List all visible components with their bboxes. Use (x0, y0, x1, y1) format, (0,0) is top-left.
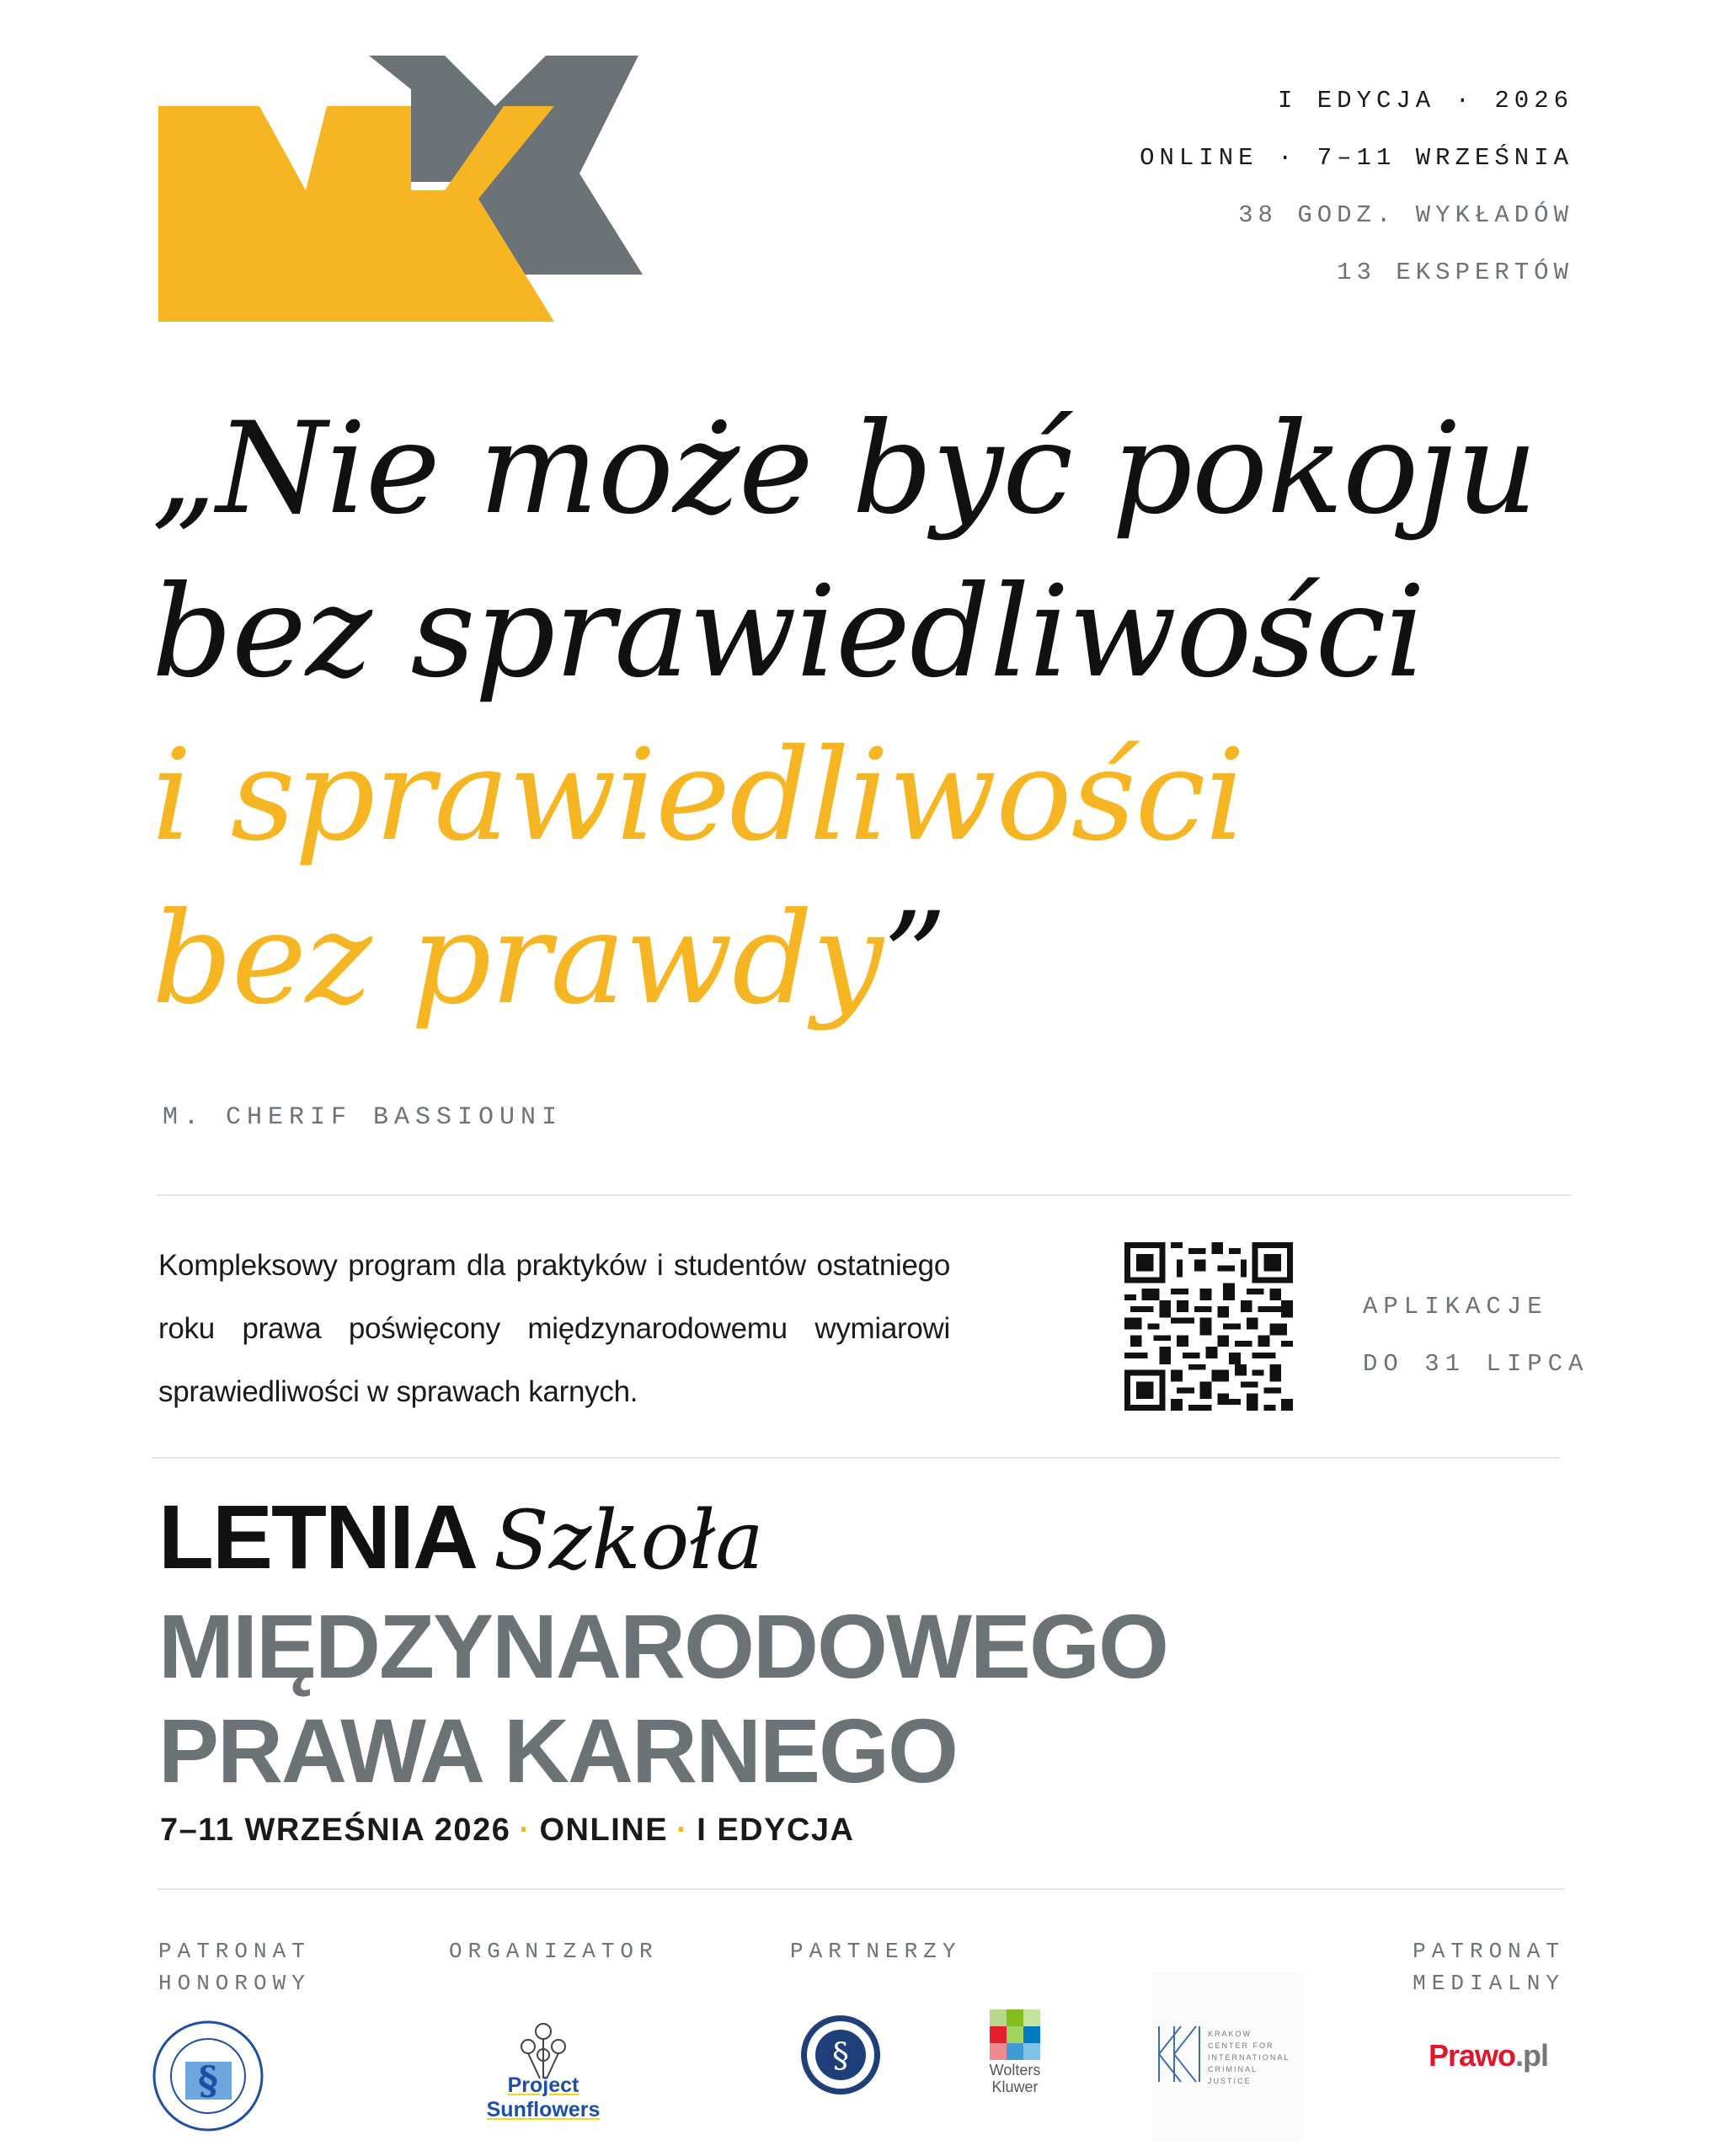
krakow-center-logo (1152, 1972, 1304, 2141)
media-patronage-label: PATRONAT MEDIALNY (1413, 1939, 1565, 1996)
prawo-domain-text: .pl (1515, 2038, 1549, 2073)
svg-text:§: § (197, 2057, 219, 2103)
quote-close-mark: ” (882, 886, 947, 1033)
qr-code-icon[interactable] (1124, 1242, 1293, 1411)
partners-label: PARTNERZY (790, 1939, 962, 1964)
divider (157, 1888, 1565, 1890)
program-description: Kompleksowy program dla praktyków i studentów ostatniego roku prawa poświęcony międzynarodowemu wymiarowi sprawiedliwości w sprawach karnych. (158, 1249, 950, 1408)
separator-dot: · (676, 1812, 689, 1848)
wolters-kluwer-logo (977, 2009, 1053, 2102)
svg-text:§: § (832, 2036, 849, 2075)
title-bold: LETNIA (158, 1486, 477, 1588)
sunflower-icon (510, 2020, 577, 2079)
wolters-text: Wolters (989, 2062, 1041, 2079)
organizer-label: ORGANIZATOR (449, 1939, 659, 1964)
divider (152, 1457, 1560, 1459)
sunflowers-text: Project Sunflowers (486, 2073, 601, 2121)
application-label: APLIKACJE (1363, 1293, 1548, 1321)
quote-line-4: bez prawdy (152, 886, 883, 1033)
hours-text: 38 GODZ. WYKŁADÓW (1238, 201, 1573, 229)
kluwer-text: Kluwer (991, 2079, 1039, 2095)
title-script: Szkoła (493, 1493, 764, 1588)
kssip-logo-icon (152, 2020, 265, 2133)
prawo-text: Praw (1429, 2038, 1498, 2073)
prawo-pl-logo (1429, 2038, 1548, 2073)
separator-dot: · (519, 1812, 531, 1848)
kcicj-monogram-icon (1156, 2025, 1206, 2084)
mpk-logo-icon (158, 56, 643, 322)
wolters-kluwer-icon (990, 2009, 1040, 2060)
dateline-edition: I EDYCJA (697, 1812, 855, 1848)
quote-author: M. CHERIF BASSIOUNI (163, 1103, 563, 1132)
kcicj-text: KRAKOW CENTER FOR INTERNATIONAL CRIMINAL JUSTICE (1208, 2030, 1290, 2085)
quote (152, 387, 1537, 1041)
dateline-dates: 7–11 WRZEŚNIA 2026 (160, 1812, 511, 1848)
dates-text: ONLINE · 7–11 WRZEŚNIA (1140, 144, 1573, 172)
application-date: DO 31 LIPCA (1363, 1350, 1589, 1378)
title-line-2: MIĘDZYNARODOWEGO (158, 1595, 1167, 1697)
experts-text: 13 EKSPERTÓW (1337, 259, 1573, 286)
event-meta (1140, 84, 1573, 313)
dateline-mode: ONLINE (539, 1812, 669, 1848)
honorary-patronage-label: PATRONAT HONOROWY (158, 1939, 311, 1996)
quote-line-2: bez sprawiedliwości (152, 559, 1425, 706)
title-line-3: PRAWA KARNEGO (158, 1700, 958, 1801)
title-grey (158, 1594, 1167, 1803)
quote-line-1: „Nie może być pokoju (152, 396, 1537, 542)
project-sunflowers-logo (455, 2020, 632, 2121)
quote-line-3: i sprawiedliwości (152, 723, 1245, 869)
title-line-1 (158, 1486, 764, 1611)
partner-seal-icon (798, 2013, 883, 2097)
application-deadline (1363, 1278, 1589, 1393)
edition-text: I EDYCJA · 2026 (1277, 87, 1573, 115)
prawo-o-text: o (1498, 2038, 1516, 2073)
divider (157, 1194, 1572, 1196)
event-dateline (160, 1812, 855, 1849)
